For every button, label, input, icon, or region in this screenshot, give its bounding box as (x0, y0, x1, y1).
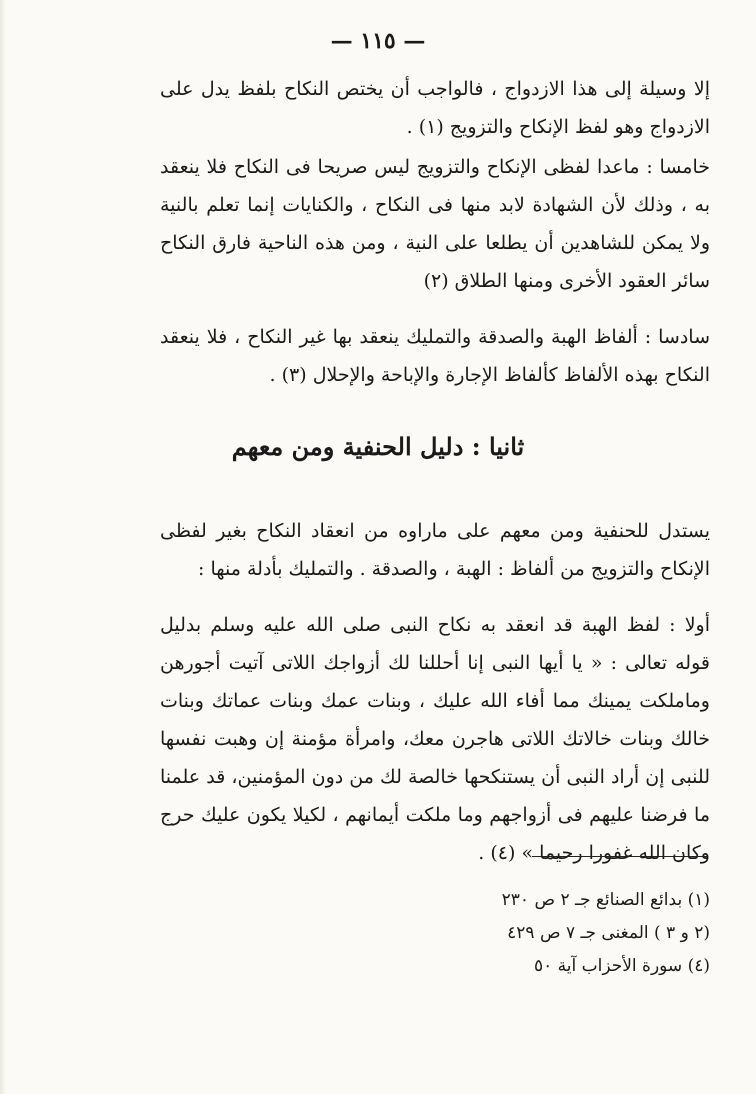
footnotes (300, 884, 710, 983)
footnote-1: (١) بدائع الصنائع جـ ٢ ص ٢٣٠ (501, 890, 710, 910)
paragraph-sixth: سادسا : ألفاظ الهبة والصدقة والتمليك ينعقد بها غير النكاح ، فلا ينعقد النكاح بهذه الألفاظ كألفاظ الإجارة والإباحة والإحلال (٣) . (160, 326, 710, 386)
paragraph-intro: إلا وسيلة إلى هذا الازدواج ، فالواجب أن يختص النكاح بلفظ يدل على الازدواج وهو لفظ الإنكاح والتزويج (١) . (160, 78, 710, 138)
footnote-divider (532, 856, 708, 857)
section-heading: ثانيا : دليل الحنفية ومن معهم (231, 432, 525, 461)
paragraph-fifth: خامسا : ماعدا لفظى الإنكاح والتزويج ليس صريحا فى النكاح فلا ينعقد به ، وذلك لأن الشهادة لابد منها فى النكاح ، والكنايات إنما تعلم بالنية ولا يمكن للشاهدين أن يطلعا على النية ، ومن هذه الناحية فارق النكاح سائر العقود الأخرى ومنها الطلاق (٢) (160, 156, 710, 292)
footnote-4: (٤) سورة الأحزاب آية ٥٠ (533, 956, 710, 976)
footnote-2-3: (٢ و ٣ ) المغنى جـ ٧ ص ٤٢٩ (507, 923, 710, 943)
paragraph-first-evidence: أولا : لفظ الهبة قد انعقد به نكاح النبى صلى الله عليه وسلم بدليل قوله تعالى : « يا أيها النبى إنا أحللنا لك أزواجك اللاتى آتيت أجورهن وماملكت يمينك مما أفاء الله عليك ، وبنات عمك وبنات عماتك وبنات خالك وبنات خالاتك اللاتى هاجرن معك، وامرأة مؤمنة إن وهبت نفسها للنبى إن أراد النبى أن يستنكحها خالصة لك من دون المؤمنين، قد علمنا ما فرضنا عليهم فى أزواجهم وما ملكت أيمانهم ، لكيلا يكون عليك حرج وكان الله غفورا رحيما » (٤) . (160, 614, 710, 864)
paragraph-hanafi-evidence: يستدل للحنفية ومن معهم على ماراوه من انعقاد النكاح بغير لفظى الإنكاح والتزويج من ألفاظ : الهبة ، والصدقة . والتمليك بأدلة منها : (160, 520, 710, 580)
page-number: — ١١٥ — (330, 28, 426, 54)
scan-edge-shadow (0, 0, 6, 1094)
